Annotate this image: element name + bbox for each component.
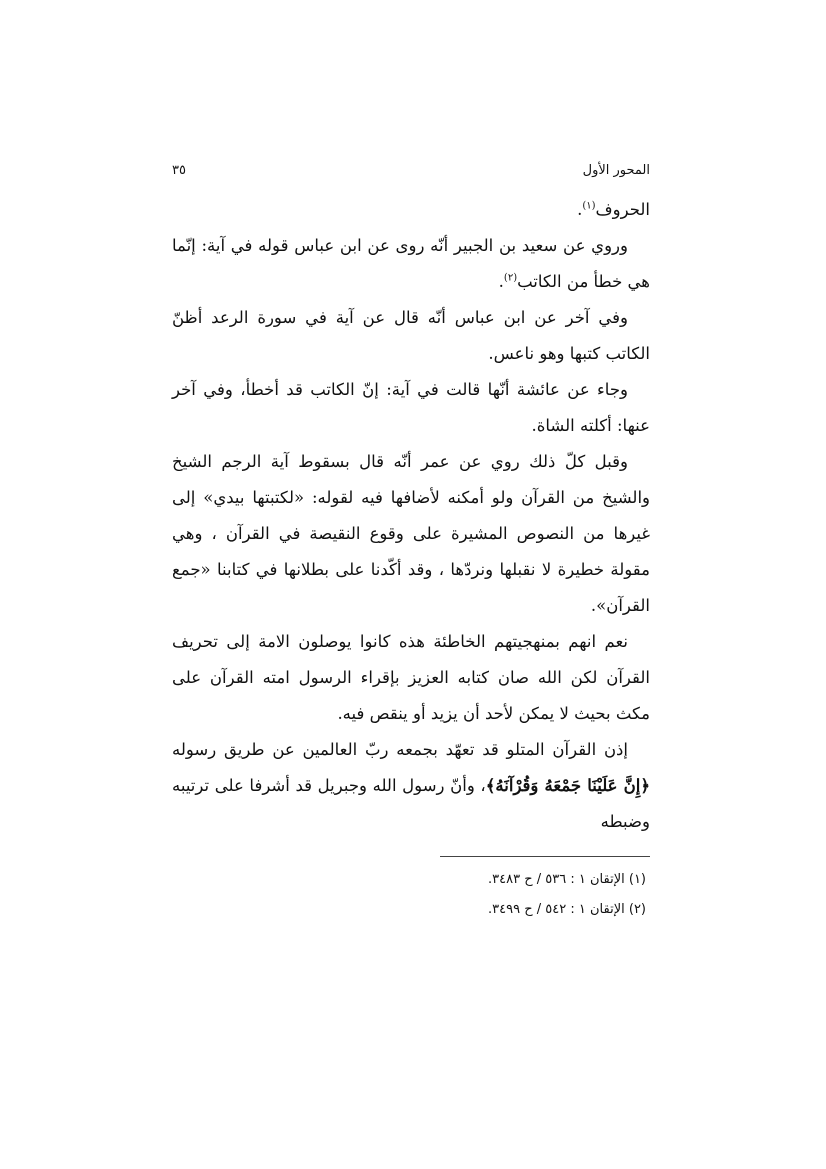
book-page [172,160,650,925]
paragraph-text: الحروف [595,200,650,219]
paragraph-end: . [498,272,504,291]
paragraph [172,732,650,840]
paragraph-text: ، وأنّ رسول الله وجبريل قد أشرفا على ترتيبه وضبطه [172,776,650,831]
paragraph-end: . [577,200,583,219]
paragraph: نعم انهم بمنهجيتهم الخاطئة هذه كانوا يوصلون الامة إلى تحريف القرآن لكن الله صان كتابه العزيز بإقراء الرسول امته القرآن على مكث بحيث لا يمكن لأحد أن يزيد أو ينقص فيه. [172,632,650,723]
footnotes [172,865,650,925]
footnote: (١) الإتقان ١ : ٥٣٦ / ح ٣٤٨٣. [488,872,646,887]
chapter-title: المحور الأول [582,163,650,178]
footnote: (٢) الإتقان ١ : ٥٤٢ / ح ٣٤٩٩. [488,902,646,917]
paragraph: وقبل كلّ ذلك روي عن عمر أنّه قال بسقوط آية الرجم الشيخ والشيخ من القرآن ولو أمكنه لأضافها فيه لقوله: «لكتبتها بيدي» إلى غيرها من النصوص المشيرة على وقوع النقيصة في القرآن ، وهي مقولة خطيرة لا نقبلها ونردّها ، وقد أكّدنا على بطلانها في كتابنا «جمع القرآن». [172,452,650,615]
footnote-marker: (١) [582,200,596,212]
footnote-marker: (٢) [503,272,518,284]
footnote-divider [440,856,650,857]
paragraph [172,228,650,300]
paragraph [172,192,650,228]
paragraph-text: وروي عن سعيد بن الجبير أنّه روى عن ابن عباس قوله في آية: إنّما هي خطأ من الكاتب [172,236,650,291]
page-number: ٣٥ [172,163,186,178]
quran-verse: ﴿إِنَّ عَلَيْنَا جَمْعَهُ وَقُرْآنَهُ﴾ [485,776,650,795]
paragraph: وفي آخر عن ابن عباس أنّه قال عن آية في سورة الرعد أظنّ الكاتب كتبها وهو ناعس. [172,308,650,363]
paragraph-text: إذن القرآن المتلو قد تعهّد بجمعه ربّ العالمين عن طريق رسوله [172,740,628,759]
paragraph: وجاء عن عائشة أنّها قالت في آية: إنّ الكاتب قد أخطأ، وفي آخر عنها: أكلته الشاة. [172,380,650,435]
body-text [172,192,650,840]
running-header [172,160,650,182]
